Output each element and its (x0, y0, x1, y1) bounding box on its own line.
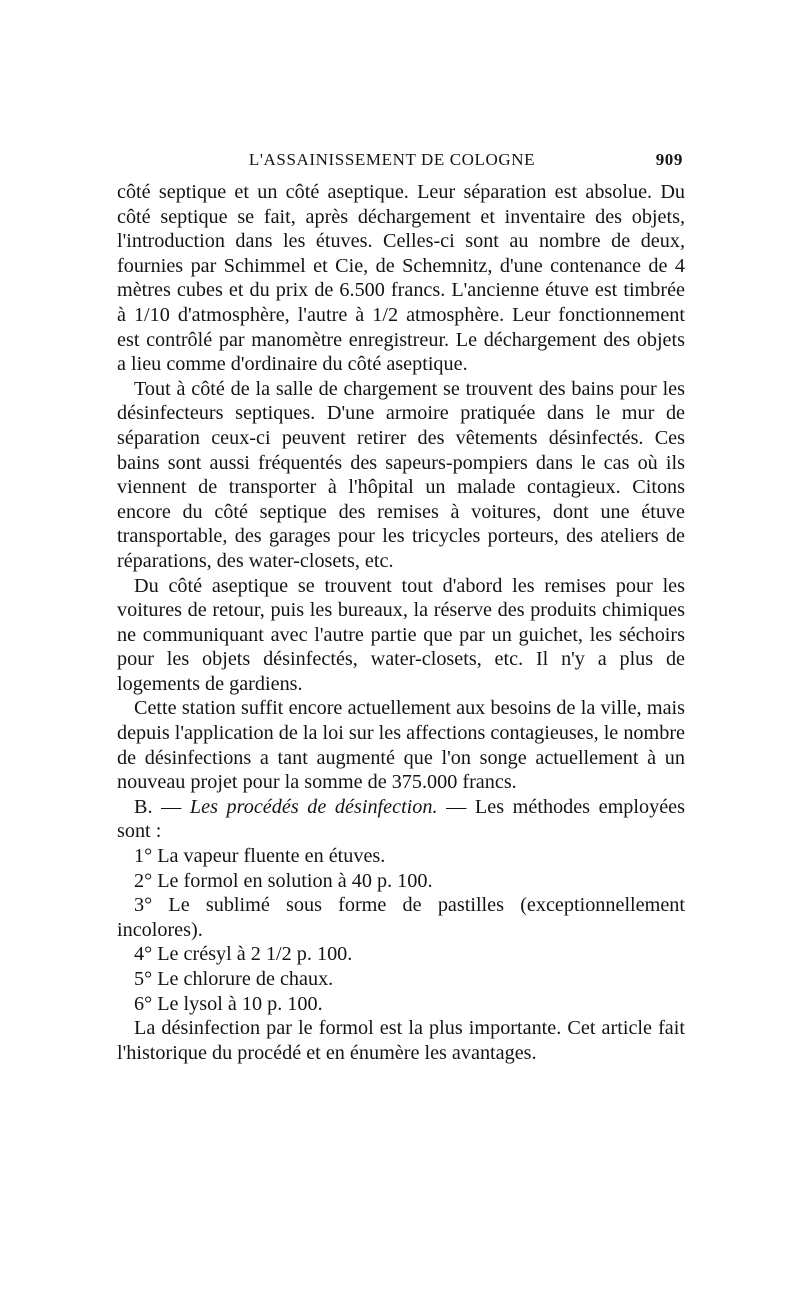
list-item: 1° La vapeur fluente en étuves. (134, 845, 386, 868)
list-item: 2° Le formol en solution à 40 p. 100. (134, 869, 433, 892)
list-item: 4° Le crésyl à 2 1/2 p. 100. (134, 943, 353, 966)
paragraph-aseptic-side: Du côté aseptique se trouvent tout d'abord les remises pour les voitures de retour, puis les bureaux, la réserve des produits chimiques ne communiquant avec l'autre partie que par un guichet, les séchoirs pour les objets désinfectés, water-closets, etc. Il n'y a plus de logements de gardiens. (117, 574, 685, 695)
book-page (117, 146, 685, 1065)
paragraph-septic-side: côté septique et un côté aseptique. Leur séparation est absolue. Du côté septique se fait, après déchargement et inventaire des objets, l'introduction dans les étuves. Celles-ci sont au nombre de deux, fournies par Schimmel et Cie, de Schemnitz, d'une contenance de 4 mètres cubes et du prix de 6.500 francs. L'ancienne étuve est timbrée à 1/10 d'atmosphère, l'autre à 1/2 atmosphère. Leur fonctionnement est contrôlé par manomètre enregistreur. Le déchargement des objets a lieu comme d'ordinaire du côté aseptique. (117, 181, 685, 376)
body-text (117, 180, 685, 1065)
section-label: B. — (134, 795, 190, 818)
paragraph-baths: Tout à côté de la salle de chargement se trouvent des bains pour les désinfecteurs septiques. D'une armoire pratiquée dans le mur de séparation ceux-ci peuvent retirer des vêtements désinfectés. Ces bains sont aussi fréquentés des sapeurs-pompiers dans le cas où ils viennent de transporter à l'hôpital un malade contagieux. Citons encore du côté septique des remises à voitures, dont une étuve transportable, des garages pour les tricycles porteurs, des ateliers de réparations, des water-closets, etc. (117, 377, 685, 572)
paragraph-formol: La désinfection par le formol est la plus importante. Cet article fait l'historique du procédé et en énumère les avantages. (117, 1017, 685, 1064)
section-heading: Les procédés de désinfection. (189, 795, 438, 818)
page-number: 909 (655, 150, 683, 169)
running-head (117, 146, 685, 180)
paragraph-methods-intro (117, 795, 685, 844)
running-title: L'ASSAINISSEMENT DE COLOGNE (248, 150, 536, 169)
list-item: 6° Le lysol à 10 p. 100. (134, 992, 323, 1015)
list-item: 3° Le sublimé sous forme de pastilles (exceptionnellement incolores). (117, 894, 685, 941)
paragraph-new-project: Cette station suffit encore actuellement aux besoins de la ville, mais depuis l'application de la loi sur les affections contagieuses, le nombre de désinfections a tant augmenté que l'on songe actuellement à un nouveau projet pour la somme de 375.000 francs. (117, 697, 685, 794)
list-item: 5° Le chlorure de chaux. (134, 968, 334, 990)
section-intro: — Les méthodes employées sont : (117, 795, 685, 843)
